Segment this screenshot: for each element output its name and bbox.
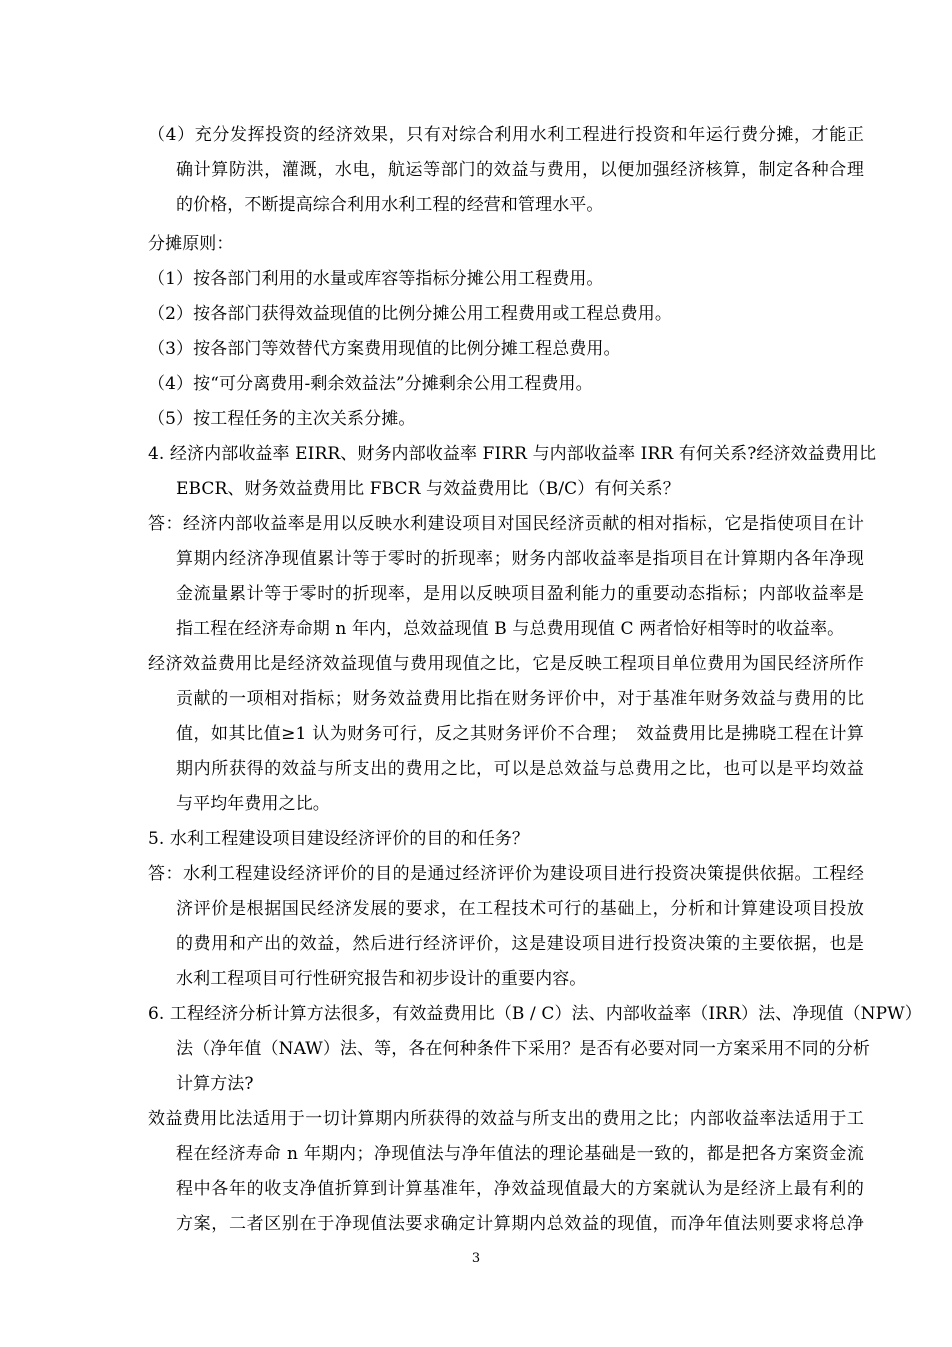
text-line: 水利工程项目可行性研究报告和初步设计的重要内容。: [176, 969, 587, 989]
text-line: 程中各年的收支净值折算到计算基准年，净效益现值最大的方案就认为是经济上最有利的: [176, 1179, 864, 1199]
text-line: EBCR、财务效益费用比 FBCR 与效益费用比（B/C）有何关系？: [176, 479, 680, 499]
text-line: 济评价是根据国民经济发展的要求，在工程技术可行的基础上，分析和计算建设项目投放: [176, 899, 864, 919]
text-line: （5）按工程任务的主次关系分摊。: [148, 409, 416, 429]
text-line: （4）充分发挥投资的经济效果，只有对综合利用水利工程进行投资和年运行费分摊，才能正: [148, 125, 864, 145]
text-line: 答：水利工程建设经济评价的目的是通过经济评价为建设项目进行投资决策提供依据。工程经: [148, 864, 864, 884]
text-line: 效益费用比法适用于一切计算期内所获得的效益与所支出的费用之比；内部收益率法适用于工: [148, 1109, 864, 1129]
page-number: 3: [471, 1251, 481, 1266]
principle-item-2: [148, 297, 864, 332]
question-4: [148, 437, 877, 507]
question-6: [148, 997, 922, 1102]
text-line: 金流量累计等于零时的折现率，是用以反映项目盈利能力的重要动态指标；内部收益率是: [176, 584, 864, 604]
text-line: 经济效益费用比是经济效益现值与费用现值之比，它是反映工程项目单位费用为国民经济所作: [148, 654, 864, 674]
answer-5: [148, 857, 864, 997]
principle-item-4: [148, 367, 864, 402]
text-line: 的价格，不断提高综合利用水利工程的经营和管理水平。: [176, 195, 604, 215]
text-line: 计算方法?: [176, 1074, 254, 1094]
text-line: 4. 经济内部收益率 EIRR、财务内部收益率 FIRR 与内部收益率 IRR 有何关系?经济效益费用比: [148, 444, 877, 464]
question-5: [148, 822, 864, 857]
text-line: 贡献的一项相对指标；财务效益费用比指在财务评价中，对于基准年财务效益与费用的比: [176, 689, 864, 709]
text-line: 分摊原则：: [148, 234, 234, 254]
text-line: 指工程在经济寿命期 n 年内，总效益现值 B 与总费用现值 C 两者恰好相等时的收益率。: [176, 619, 845, 639]
text-line: 6. 工程经济分析计算方法很多，有效益费用比（B / C）法、内部收益率（IRR）法、净现值（NPW）: [148, 1004, 922, 1024]
text-line: （1）按各部门利用的水量或库容等指标分摊公用工程费用。: [148, 269, 604, 289]
paragraph-benefit-cost-ratio: [148, 647, 864, 822]
text-line: 与平均年费用之比。: [176, 794, 330, 814]
text-line: 算期内经济净现值累计等于零时的折现率；财务内部收益率是指项目在计算期内各年净现: [176, 549, 864, 569]
text-line: （2）按各部门获得效益现值的比例分摊公用工程费用或工程总费用。: [148, 304, 672, 324]
text-line: 程在经济寿命 n 年期内；净现值法与净年值法的理论基础是一致的，都是把各方案资金流: [176, 1144, 864, 1164]
text-line: 5. 水利工程建设项目建设经济评价的目的和任务？: [148, 829, 530, 849]
principle-item-1: [148, 262, 864, 297]
text-line: 法（净年值（NAW）法、等，各在何种条件下采用？是否有必要对同一方案采用不同的分析: [176, 1039, 871, 1059]
heading-allocation-principles: [148, 227, 864, 262]
answer-4: [148, 507, 864, 647]
text-line: 方案，二者区别在于净现值法要求确定计算期内总效益的现值，而净年值法则要求将总净: [176, 1214, 864, 1234]
principle-item-3: [148, 332, 864, 367]
paragraph-allocation-purpose-4: [148, 118, 864, 223]
text-line: 答：经济内部收益率是用以反映水利建设项目对国民经济贡献的相对指标，它是指使项目在计: [148, 514, 864, 534]
text-line: 的费用和产出的效益，然后进行经济评价，这是建设项目进行投资决策的主要依据，也是: [176, 934, 864, 954]
paragraph-methods-applicability: [148, 1102, 864, 1242]
principle-item-5: [148, 402, 864, 437]
text-line: 值，如其比值≥1 认为财务可行，反之其财务评价不合理； 效益费用比是拂晓工程在计算: [176, 724, 864, 744]
text-line: 确计算防洪，灌溉，水电，航运等部门的效益与费用，以便加强经济核算，制定各种合理: [176, 160, 864, 180]
text-line: （4）按“可分离费用-剩余效益法”分摊剩余公用工程费用。: [148, 374, 593, 394]
text-line: （3）按各部门等效替代方案费用现值的比例分摊工程总费用。: [148, 339, 621, 359]
text-line: 期内所获得的效益与所支出的费用之比，可以是总效益与总费用之比，也可以是平均效益: [176, 759, 864, 779]
